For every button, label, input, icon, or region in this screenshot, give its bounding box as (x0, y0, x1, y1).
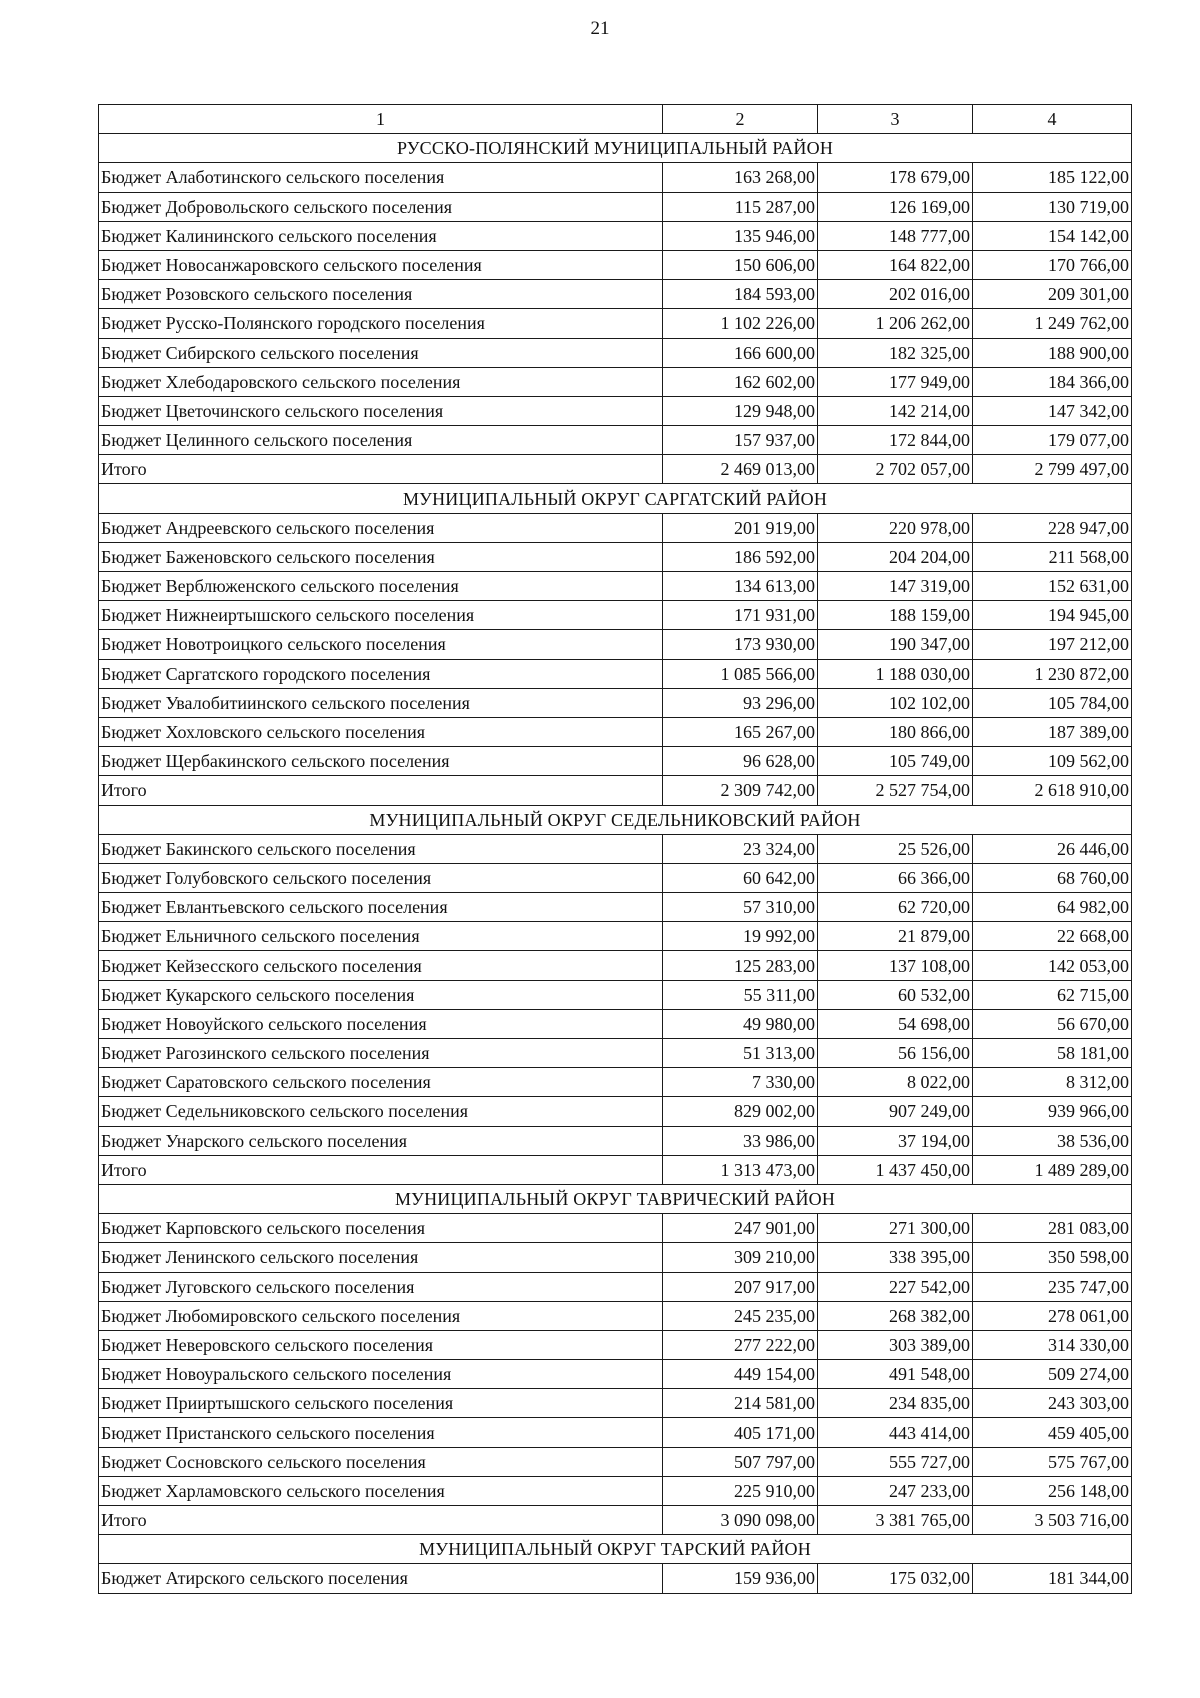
section-row (99, 805, 1132, 834)
page-number: 21 (590, 18, 610, 39)
table-row (99, 513, 1132, 542)
table-row (99, 1272, 1132, 1301)
amount-cell-col-2: 829 002,00 (663, 1097, 818, 1126)
amount-cell-col-3: 1 206 262,00 (818, 309, 973, 338)
amount-cell-col-3: 555 727,00 (818, 1447, 973, 1476)
amount-cell-col-2: 449 154,00 (663, 1360, 818, 1389)
table-row (99, 1039, 1132, 1068)
amount-cell-col-3: 147 319,00 (818, 572, 973, 601)
amount-cell-col-2: 162 602,00 (663, 367, 818, 396)
section-row (99, 134, 1132, 163)
amount-cell-col-4: 211 568,00 (973, 542, 1132, 571)
amount-cell-col-2: 2 469 013,00 (663, 455, 818, 484)
amount-cell-col-4: 142 053,00 (973, 951, 1132, 980)
budget-name-cell: Бюджет Бакинского сельского поселения (99, 834, 663, 863)
amount-cell-col-3: 204 204,00 (818, 542, 973, 571)
budget-name-cell: Бюджет Неверовского сельского поселения (99, 1330, 663, 1359)
amount-cell-col-2: 23 324,00 (663, 834, 818, 863)
amount-cell-col-2: 1 313 473,00 (663, 1155, 818, 1184)
amount-cell-col-3: 25 526,00 (818, 834, 973, 863)
amount-cell-col-2: 1 085 566,00 (663, 659, 818, 688)
amount-cell-col-3: 177 949,00 (818, 367, 973, 396)
budget-name-cell: Бюджет Харламовского сельского поселения (99, 1476, 663, 1505)
table-row (99, 717, 1132, 746)
budget-name-cell: Бюджет Калининского сельского поселения (99, 221, 663, 250)
amount-cell-col-4: 184 366,00 (973, 367, 1132, 396)
amount-cell-col-3: 227 542,00 (818, 1272, 973, 1301)
section-title: РУССКО-ПОЛЯНСКИЙ МУНИЦИПАЛЬНЫЙ РАЙОН (99, 134, 1132, 163)
amount-cell-col-3: 303 389,00 (818, 1330, 973, 1359)
amount-cell-col-2: 33 986,00 (663, 1126, 818, 1155)
amount-cell-col-3: 190 347,00 (818, 630, 973, 659)
amount-cell-col-2: 60 642,00 (663, 863, 818, 892)
budget-name-cell: Бюджет Кейзесского сельского поселения (99, 951, 663, 980)
amount-cell-col-3: 142 214,00 (818, 396, 973, 425)
table-row (99, 1097, 1132, 1126)
amount-cell-col-4: 64 982,00 (973, 893, 1132, 922)
amount-cell-col-3: 66 366,00 (818, 863, 973, 892)
amount-cell-col-3: 105 749,00 (818, 747, 973, 776)
budget-name-cell: Бюджет Целинного сельского поселения (99, 426, 663, 455)
table-row (99, 1068, 1132, 1097)
amount-cell-col-2: 93 296,00 (663, 688, 818, 717)
table-row (99, 1389, 1132, 1418)
amount-cell-col-4: 281 083,00 (973, 1214, 1132, 1243)
amount-cell-col-4: 194 945,00 (973, 601, 1132, 630)
budget-name-cell: Бюджет Любомировского сельского поселения (99, 1301, 663, 1330)
budget-name-cell: Бюджет Добровольского сельского поселения (99, 192, 663, 221)
amount-cell-col-2: 247 901,00 (663, 1214, 818, 1243)
amount-cell-col-3: 220 978,00 (818, 513, 973, 542)
section-title: МУНИЦИПАЛЬНЫЙ ОКРУГ ТАВРИЧЕСКИЙ РАЙОН (99, 1184, 1132, 1213)
amount-cell-col-4: 68 760,00 (973, 863, 1132, 892)
total-row (99, 776, 1132, 805)
amount-cell-col-2: 2 309 742,00 (663, 776, 818, 805)
column-number: 4 (973, 105, 1132, 134)
amount-cell-col-3: 148 777,00 (818, 221, 973, 250)
table-row (99, 309, 1132, 338)
budget-table (98, 104, 1132, 1594)
amount-cell-col-2: 125 283,00 (663, 951, 818, 980)
budget-name-cell: Бюджет Карповского сельского поселения (99, 1214, 663, 1243)
table-row (99, 893, 1132, 922)
amount-cell-col-2: 171 931,00 (663, 601, 818, 630)
amount-cell-col-4: 188 900,00 (973, 338, 1132, 367)
budget-name-cell: Бюджет Новоуйского сельского поселения (99, 1009, 663, 1038)
table-row (99, 192, 1132, 221)
table-row (99, 980, 1132, 1009)
table-row (99, 863, 1132, 892)
column-number-row (99, 105, 1132, 134)
amount-cell-col-3: 1 188 030,00 (818, 659, 973, 688)
budget-name-cell: Бюджет Хлебодаровского сельского поселения (99, 367, 663, 396)
amount-cell-col-2: 245 235,00 (663, 1301, 818, 1330)
budget-name-cell: Итого (99, 1506, 663, 1535)
budget-name-cell: Бюджет Русско-Полянского городского поселения (99, 309, 663, 338)
table-row (99, 1009, 1132, 1038)
budget-name-cell: Бюджет Прииртышского сельского поселения (99, 1389, 663, 1418)
total-row (99, 1506, 1132, 1535)
amount-cell-col-4: 22 668,00 (973, 922, 1132, 951)
budget-name-cell: Бюджет Евлантьевского сельского поселения (99, 893, 663, 922)
table-row (99, 834, 1132, 863)
budget-name-cell: Бюджет Атирского сельского поселения (99, 1564, 663, 1593)
amount-cell-col-3: 164 822,00 (818, 250, 973, 279)
amount-cell-col-4: 8 312,00 (973, 1068, 1132, 1097)
table-row (99, 542, 1132, 571)
amount-cell-col-2: 225 910,00 (663, 1476, 818, 1505)
amount-cell-col-2: 96 628,00 (663, 747, 818, 776)
budget-name-cell: Бюджет Цветочинского сельского поселения (99, 396, 663, 425)
table-row (99, 1360, 1132, 1389)
amount-cell-col-2: 134 613,00 (663, 572, 818, 601)
column-number: 3 (818, 105, 973, 134)
amount-cell-col-4: 1 489 289,00 (973, 1155, 1132, 1184)
amount-cell-col-3: 443 414,00 (818, 1418, 973, 1447)
amount-cell-col-4: 2 799 497,00 (973, 455, 1132, 484)
amount-cell-col-3: 175 032,00 (818, 1564, 973, 1593)
table-row (99, 1126, 1132, 1155)
budget-name-cell: Итого (99, 776, 663, 805)
amount-cell-col-4: 187 389,00 (973, 717, 1132, 746)
section-title: МУНИЦИПАЛЬНЫЙ ОКРУГ ТАРСКИЙ РАЙОН (99, 1535, 1132, 1564)
amount-cell-col-4: 26 446,00 (973, 834, 1132, 863)
budget-name-cell: Бюджет Баженовского сельского поселения (99, 542, 663, 571)
budget-name-cell: Бюджет Саргатского городского поселения (99, 659, 663, 688)
amount-cell-col-2: 55 311,00 (663, 980, 818, 1009)
amount-cell-col-4: 459 405,00 (973, 1418, 1132, 1447)
budget-name-cell: Бюджет Кукарского сельского поселения (99, 980, 663, 1009)
amount-cell-col-3: 137 108,00 (818, 951, 973, 980)
amount-cell-col-4: 38 536,00 (973, 1126, 1132, 1155)
table-row (99, 659, 1132, 688)
budget-name-cell: Бюджет Саратовского сельского поселения (99, 1068, 663, 1097)
amount-cell-col-2: 150 606,00 (663, 250, 818, 279)
amount-cell-col-2: 166 600,00 (663, 338, 818, 367)
amount-cell-col-3: 54 698,00 (818, 1009, 973, 1038)
table-row (99, 922, 1132, 951)
amount-cell-col-3: 491 548,00 (818, 1360, 973, 1389)
amount-cell-col-3: 2 527 754,00 (818, 776, 973, 805)
budget-name-cell: Бюджет Щербакинского сельского поселения (99, 747, 663, 776)
amount-cell-col-3: 21 879,00 (818, 922, 973, 951)
budget-name-cell: Бюджет Пристанского сельского поселения (99, 1418, 663, 1447)
amount-cell-col-4: 1 230 872,00 (973, 659, 1132, 688)
budget-name-cell: Бюджет Ленинского сельского поселения (99, 1243, 663, 1272)
amount-cell-col-4: 154 142,00 (973, 221, 1132, 250)
amount-cell-col-2: 157 937,00 (663, 426, 818, 455)
column-number: 1 (99, 105, 663, 134)
amount-cell-col-2: 405 171,00 (663, 1418, 818, 1447)
amount-cell-col-3: 2 702 057,00 (818, 455, 973, 484)
amount-cell-col-4: 243 303,00 (973, 1389, 1132, 1418)
amount-cell-col-3: 247 233,00 (818, 1476, 973, 1505)
section-title: МУНИЦИПАЛЬНЫЙ ОКРУГ САРГАТСКИЙ РАЙОН (99, 484, 1132, 513)
budget-name-cell: Бюджет Верблюженского сельского поселения (99, 572, 663, 601)
table-row (99, 747, 1132, 776)
amount-cell-col-4: 58 181,00 (973, 1039, 1132, 1068)
column-number: 2 (663, 105, 818, 134)
amount-cell-col-4: 179 077,00 (973, 426, 1132, 455)
section-row (99, 484, 1132, 513)
amount-cell-col-2: 1 102 226,00 (663, 309, 818, 338)
budget-name-cell: Итого (99, 455, 663, 484)
amount-cell-col-3: 178 679,00 (818, 163, 973, 192)
amount-cell-col-2: 507 797,00 (663, 1447, 818, 1476)
amount-cell-col-4: 235 747,00 (973, 1272, 1132, 1301)
amount-cell-col-4: 314 330,00 (973, 1330, 1132, 1359)
amount-cell-col-3: 268 382,00 (818, 1301, 973, 1330)
amount-cell-col-2: 19 992,00 (663, 922, 818, 951)
amount-cell-col-3: 60 532,00 (818, 980, 973, 1009)
amount-cell-col-4: 181 344,00 (973, 1564, 1132, 1593)
amount-cell-col-4: 185 122,00 (973, 163, 1132, 192)
amount-cell-col-4: 62 715,00 (973, 980, 1132, 1009)
table-row (99, 1330, 1132, 1359)
amount-cell-col-2: 309 210,00 (663, 1243, 818, 1272)
table-row (99, 1301, 1132, 1330)
table-row (99, 1243, 1132, 1272)
table-row (99, 1564, 1132, 1593)
budget-name-cell: Бюджет Седельниковского сельского поселения (99, 1097, 663, 1126)
table-row (99, 1214, 1132, 1243)
budget-name-cell: Итого (99, 1155, 663, 1184)
budget-name-cell: Бюджет Нижнеиртышского сельского поселения (99, 601, 663, 630)
table-row (99, 367, 1132, 396)
budget-name-cell: Бюджет Сибирского сельского поселения (99, 338, 663, 367)
amount-cell-col-2: 165 267,00 (663, 717, 818, 746)
amount-cell-col-4: 509 274,00 (973, 1360, 1132, 1389)
table-row (99, 221, 1132, 250)
amount-cell-col-3: 182 325,00 (818, 338, 973, 367)
budget-name-cell: Бюджет Новоуральского сельского поселения (99, 1360, 663, 1389)
amount-cell-col-4: 209 301,00 (973, 280, 1132, 309)
budget-name-cell: Бюджет Сосновского сельского поселения (99, 1447, 663, 1476)
table-row (99, 396, 1132, 425)
amount-cell-col-2: 159 936,00 (663, 1564, 818, 1593)
budget-name-cell: Бюджет Алаботинского сельского поселения (99, 163, 663, 192)
amount-cell-col-3: 907 249,00 (818, 1097, 973, 1126)
amount-cell-col-3: 102 102,00 (818, 688, 973, 717)
amount-cell-col-4: 147 342,00 (973, 396, 1132, 425)
amount-cell-col-4: 575 767,00 (973, 1447, 1132, 1476)
amount-cell-col-3: 1 437 450,00 (818, 1155, 973, 1184)
amount-cell-col-2: 51 313,00 (663, 1039, 818, 1068)
amount-cell-col-2: 184 593,00 (663, 280, 818, 309)
amount-cell-col-4: 278 061,00 (973, 1301, 1132, 1330)
amount-cell-col-3: 234 835,00 (818, 1389, 973, 1418)
budget-name-cell: Бюджет Рагозинского сельского поселения (99, 1039, 663, 1068)
budget-name-cell: Бюджет Голубовского сельского поселения (99, 863, 663, 892)
amount-cell-col-3: 126 169,00 (818, 192, 973, 221)
amount-cell-col-3: 188 159,00 (818, 601, 973, 630)
table-row (99, 426, 1132, 455)
section-title: МУНИЦИПАЛЬНЫЙ ОКРУГ СЕДЕЛЬНИКОВСКИЙ РАЙОН (99, 805, 1132, 834)
amount-cell-col-2: 49 980,00 (663, 1009, 818, 1038)
budget-name-cell: Бюджет Новосанжаровского сельского поселения (99, 250, 663, 279)
amount-cell-col-4: 256 148,00 (973, 1476, 1132, 1505)
budget-name-cell: Бюджет Андреевского сельского поселения (99, 513, 663, 542)
amount-cell-col-3: 271 300,00 (818, 1214, 973, 1243)
table-row (99, 250, 1132, 279)
amount-cell-col-4: 3 503 716,00 (973, 1506, 1132, 1535)
amount-cell-col-2: 173 930,00 (663, 630, 818, 659)
budget-name-cell: Бюджет Луговского сельского поселения (99, 1272, 663, 1301)
table-row (99, 951, 1132, 980)
table-row (99, 1447, 1132, 1476)
amount-cell-col-4: 105 784,00 (973, 688, 1132, 717)
amount-cell-col-3: 8 022,00 (818, 1068, 973, 1097)
amount-cell-col-4: 350 598,00 (973, 1243, 1132, 1272)
amount-cell-col-4: 109 562,00 (973, 747, 1132, 776)
table-row (99, 338, 1132, 367)
amount-cell-col-3: 172 844,00 (818, 426, 973, 455)
amount-cell-col-4: 152 631,00 (973, 572, 1132, 601)
amount-cell-col-2: 277 222,00 (663, 1330, 818, 1359)
amount-cell-col-4: 228 947,00 (973, 513, 1132, 542)
total-row (99, 1155, 1132, 1184)
amount-cell-col-2: 186 592,00 (663, 542, 818, 571)
amount-cell-col-2: 201 919,00 (663, 513, 818, 542)
budget-name-cell: Бюджет Увалобитиинского сельского поселения (99, 688, 663, 717)
amount-cell-col-4: 170 766,00 (973, 250, 1132, 279)
budget-name-cell: Бюджет Ельничного сельского поселения (99, 922, 663, 951)
budget-name-cell: Бюджет Хохловского сельского поселения (99, 717, 663, 746)
table-row (99, 630, 1132, 659)
amount-cell-col-3: 3 381 765,00 (818, 1506, 973, 1535)
amount-cell-col-2: 3 090 098,00 (663, 1506, 818, 1535)
section-row (99, 1535, 1132, 1564)
table-body (99, 134, 1132, 1593)
amount-cell-col-2: 214 581,00 (663, 1389, 818, 1418)
amount-cell-col-4: 197 212,00 (973, 630, 1132, 659)
section-row (99, 1184, 1132, 1213)
amount-cell-col-3: 62 720,00 (818, 893, 973, 922)
amount-cell-col-4: 56 670,00 (973, 1009, 1132, 1038)
amount-cell-col-4: 130 719,00 (973, 192, 1132, 221)
amount-cell-col-2: 129 948,00 (663, 396, 818, 425)
amount-cell-col-4: 1 249 762,00 (973, 309, 1132, 338)
budget-name-cell: Бюджет Розовского сельского поселения (99, 280, 663, 309)
total-row (99, 455, 1132, 484)
table-row (99, 280, 1132, 309)
table-row (99, 1418, 1132, 1447)
amount-cell-col-2: 115 287,00 (663, 192, 818, 221)
amount-cell-col-2: 7 330,00 (663, 1068, 818, 1097)
amount-cell-col-3: 37 194,00 (818, 1126, 973, 1155)
amount-cell-col-3: 202 016,00 (818, 280, 973, 309)
table-row (99, 572, 1132, 601)
amount-cell-col-3: 56 156,00 (818, 1039, 973, 1068)
amount-cell-col-2: 135 946,00 (663, 221, 818, 250)
table-row (99, 688, 1132, 717)
table-row (99, 601, 1132, 630)
amount-cell-col-4: 939 966,00 (973, 1097, 1132, 1126)
budget-name-cell: Бюджет Унарского сельского поселения (99, 1126, 663, 1155)
table-row (99, 1476, 1132, 1505)
table-row (99, 163, 1132, 192)
amount-cell-col-2: 163 268,00 (663, 163, 818, 192)
amount-cell-col-3: 338 395,00 (818, 1243, 973, 1272)
amount-cell-col-3: 180 866,00 (818, 717, 973, 746)
amount-cell-col-2: 207 917,00 (663, 1272, 818, 1301)
budget-name-cell: Бюджет Новотроицкого сельского поселения (99, 630, 663, 659)
amount-cell-col-4: 2 618 910,00 (973, 776, 1132, 805)
amount-cell-col-2: 57 310,00 (663, 893, 818, 922)
